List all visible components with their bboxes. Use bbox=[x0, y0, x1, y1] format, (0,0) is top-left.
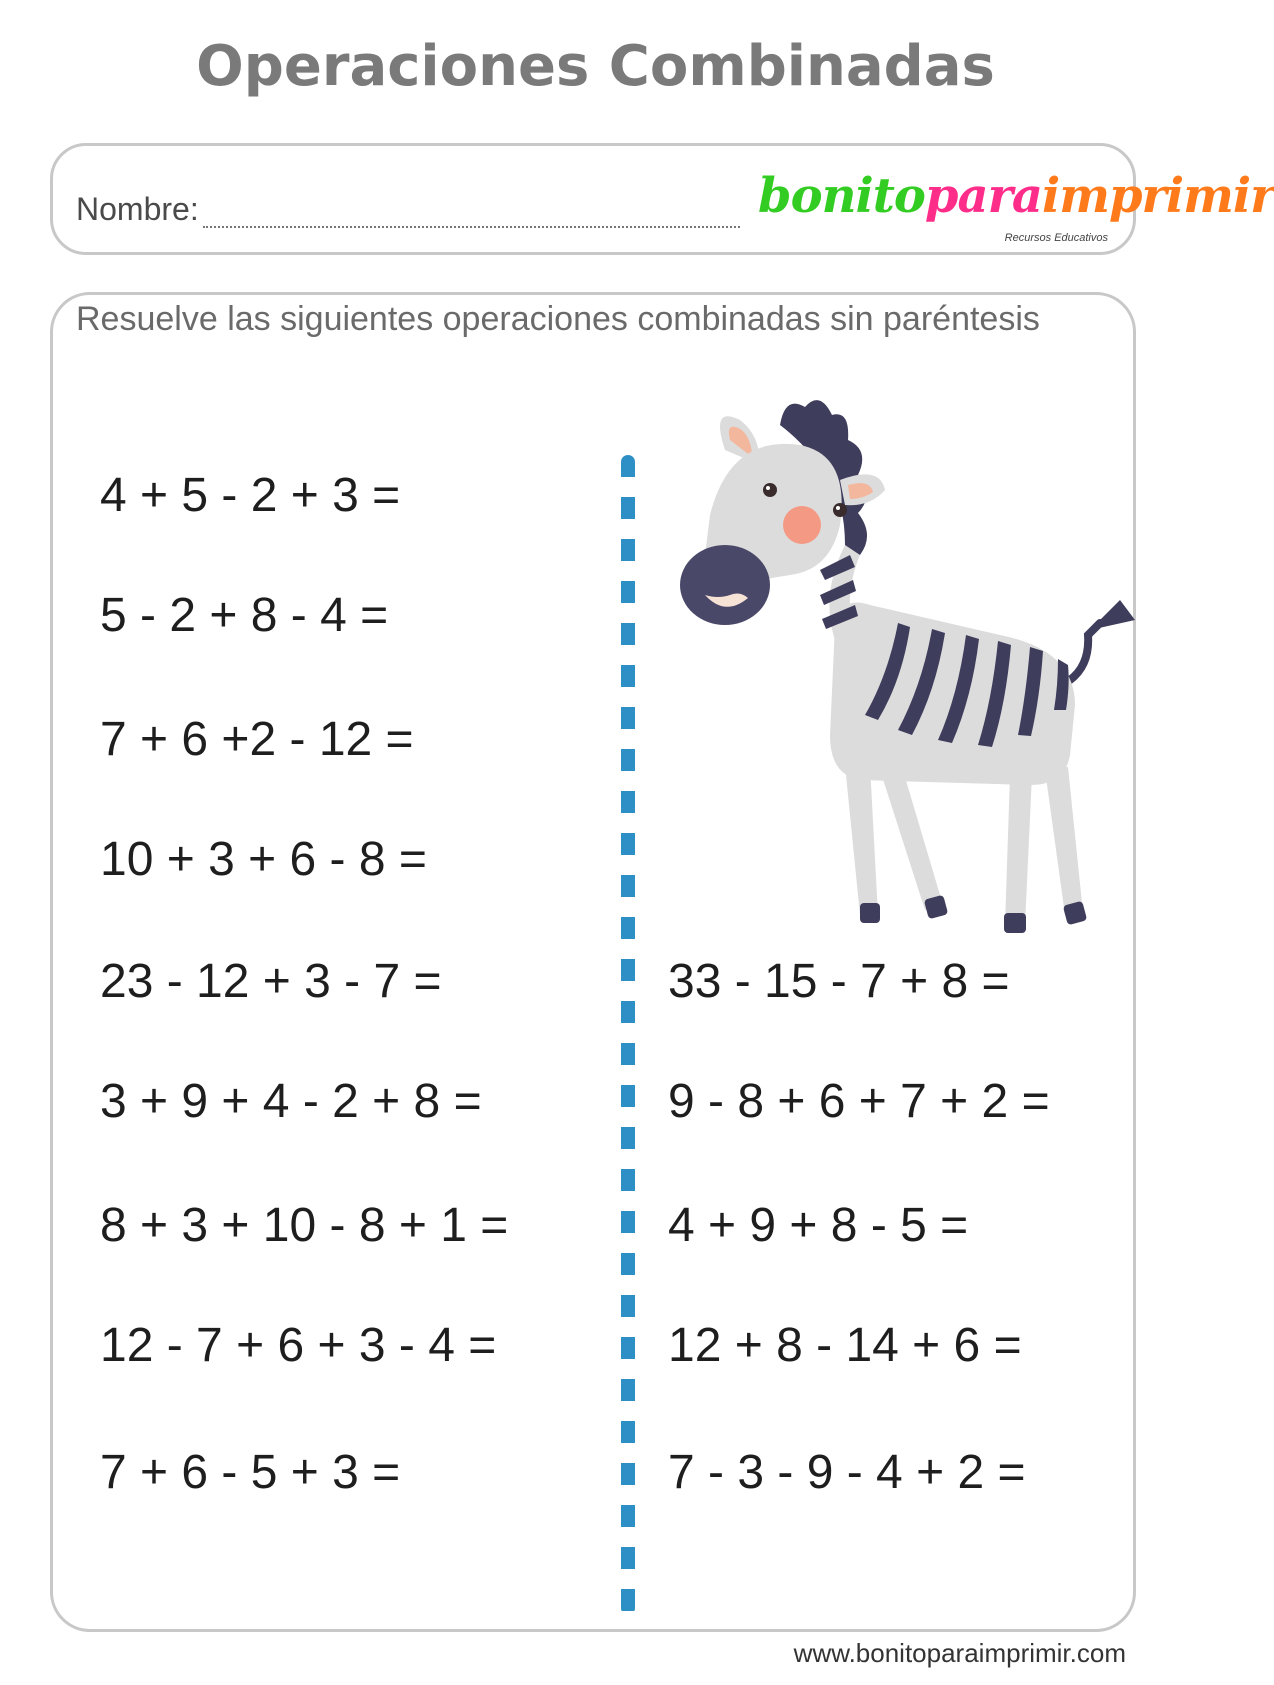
zebra-cheek bbox=[783, 506, 821, 544]
equation-left-6: 3 + 9 + 4 - 2 + 8 = bbox=[100, 1075, 482, 1128]
dotted-divider bbox=[621, 455, 635, 1615]
zebra-muzzle bbox=[680, 545, 770, 625]
equation-left-3: 7 + 6 +2 - 12 = bbox=[100, 713, 414, 766]
equation-left-7: 8 + 3 + 10 - 8 + 1 = bbox=[100, 1199, 509, 1252]
equation-left-5: 23 - 12 + 3 - 7 = bbox=[100, 955, 442, 1008]
zebra-neck-stripes bbox=[820, 555, 858, 629]
name-input-line[interactable] bbox=[203, 226, 740, 228]
equation-left-2: 5 - 2 + 8 - 4 = bbox=[100, 589, 389, 642]
equation-right-3: 4 + 9 + 8 - 5 = bbox=[668, 1199, 969, 1252]
zebra-leg bbox=[1005, 775, 1032, 925]
zebra-hoof bbox=[860, 903, 880, 923]
instructions: Resuelve las siguientes operaciones combinadas sin paréntesis bbox=[76, 300, 1040, 338]
zebra-tail bbox=[1070, 623, 1100, 680]
equation-left-4: 10 + 3 + 6 - 8 = bbox=[100, 833, 427, 886]
zebra-eye bbox=[763, 483, 777, 497]
logo-part-para: para bbox=[924, 168, 1042, 224]
logo-part-imprimir: imprimir bbox=[1041, 168, 1274, 224]
page-title: Operaciones Combinadas bbox=[196, 34, 995, 99]
equation-right-2: 9 - 8 + 6 + 7 + 2 = bbox=[668, 1075, 1050, 1128]
logo-subtitle: Recursos Educativos bbox=[1004, 232, 1108, 244]
logo-part-bonito: bonito bbox=[758, 168, 925, 224]
equation-right-4: 12 + 8 - 14 + 6 = bbox=[668, 1319, 1022, 1372]
brand-logo bbox=[758, 168, 1274, 248]
equation-left-9: 7 + 6 - 5 + 3 = bbox=[100, 1446, 401, 1499]
zebra-leg bbox=[880, 767, 943, 910]
equation-left-1: 4 + 5 - 2 + 3 = bbox=[100, 469, 401, 522]
name-label: Nombre: bbox=[76, 191, 199, 227]
zebra-hoof bbox=[1004, 913, 1026, 933]
equation-right-5: 7 - 3 - 9 - 4 + 2 = bbox=[668, 1446, 1026, 1499]
footer-url[interactable]: www.bonitoparaimprimir.com bbox=[793, 1638, 1126, 1668]
zebra-leg bbox=[845, 765, 878, 915]
zebra-tail-tip bbox=[1090, 600, 1135, 630]
equation-right-1: 33 - 15 - 7 + 8 = bbox=[668, 955, 1010, 1008]
zebra-leg bbox=[1045, 767, 1083, 915]
equation-left-8: 12 - 7 + 6 + 3 - 4 = bbox=[100, 1319, 497, 1372]
zebra-illustration bbox=[670, 395, 1150, 955]
zebra-eye bbox=[833, 503, 847, 517]
